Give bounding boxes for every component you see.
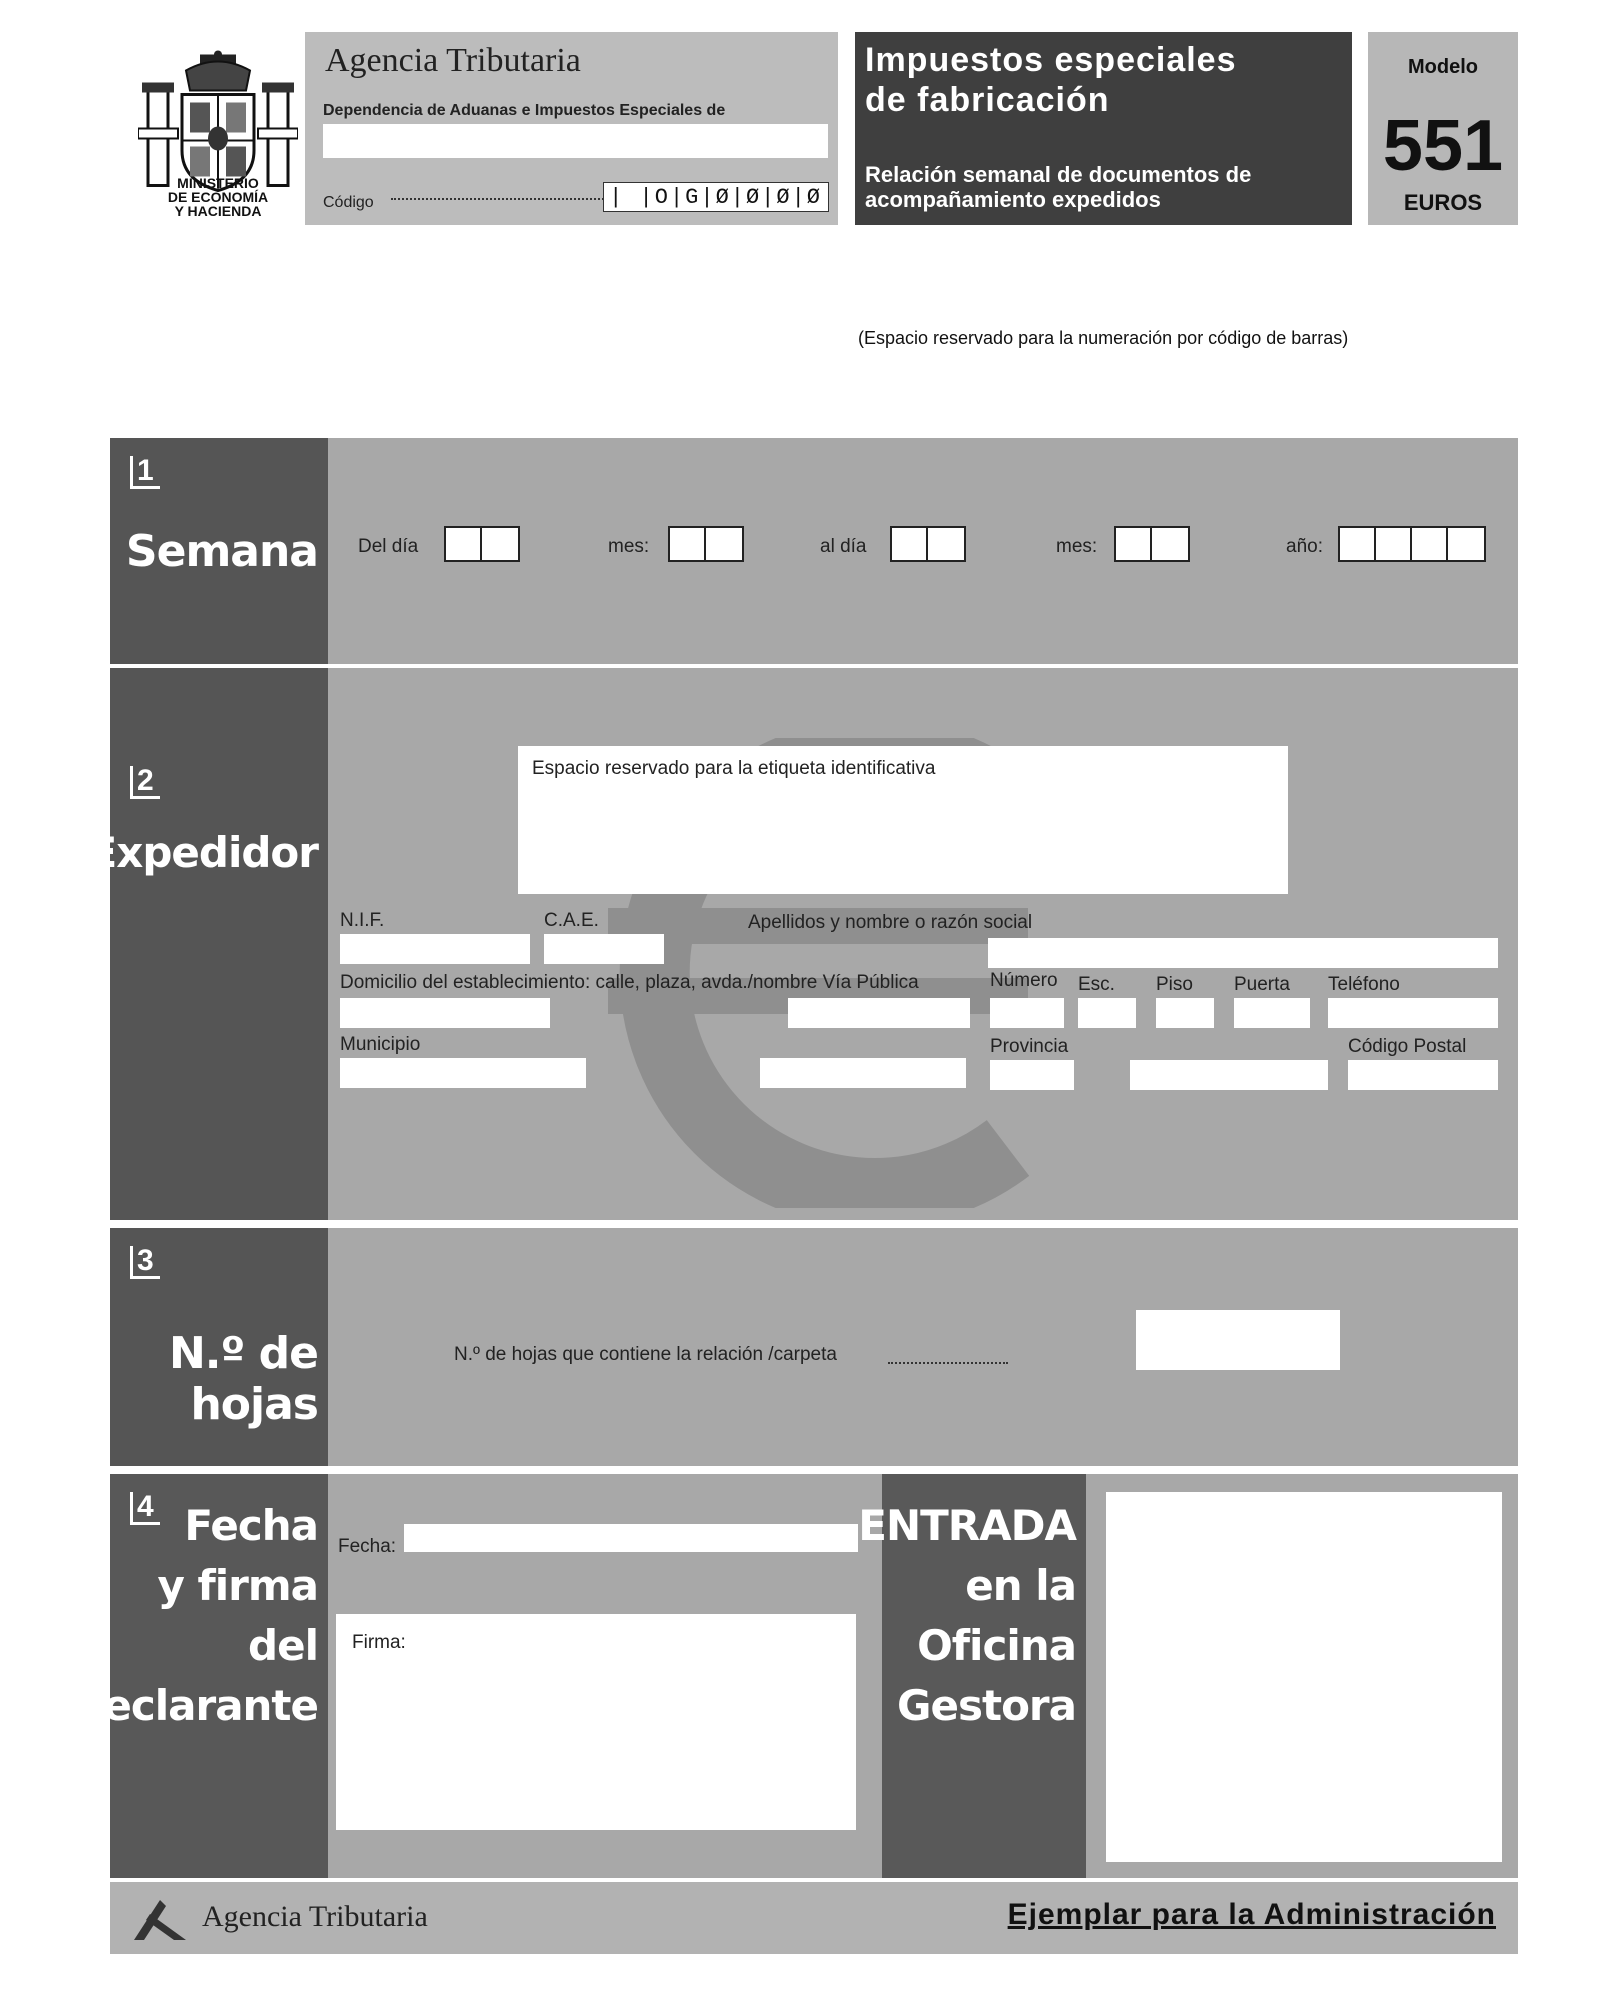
municipality-label: Municipio: [340, 1034, 421, 1055]
address-label: Domicilio del establecimiento: calle, plaza, avda./nombre Vía Pública: [340, 972, 919, 993]
tax-title-line-1: Impuestos especiales: [865, 41, 1237, 79]
tax-subtitle-line-2: acompañamiento expedidos: [865, 187, 1161, 212]
entry-title: [858, 1496, 1076, 1736]
section-title-line-2: y firma del: [157, 1561, 318, 1670]
section-title: N.º de hojas: [168, 1328, 318, 1430]
section-sheets-content: [328, 1228, 1518, 1466]
stair-label: Esc.: [1078, 974, 1115, 995]
phone-label: Teléfono: [1328, 974, 1400, 995]
agency-title: Agencia Tributaria: [325, 42, 581, 79]
entry-title-line-1: ENTRADA: [858, 1501, 1076, 1550]
section-shipper-content: [328, 668, 1518, 1220]
footer-agency-name: Agencia Tributaria: [202, 1900, 428, 1933]
year-label: año:: [1286, 536, 1323, 557]
from-day-label: Del día: [358, 536, 419, 557]
section-date-sidebar: [74, 1474, 328, 1878]
date-label: Fecha:: [338, 1536, 397, 1557]
cae-field[interactable]: [544, 934, 664, 964]
model-label: Modelo: [1408, 56, 1478, 78]
month-2-field[interactable]: [1114, 526, 1190, 562]
identification-label-text: Espacio reservado para la etiqueta identificativa: [532, 758, 936, 779]
section-sheets: [110, 1228, 1518, 1466]
floor-field[interactable]: [1156, 998, 1214, 1028]
from-day-field[interactable]: [444, 526, 520, 562]
tax-subtitle-line-1: Relación semanal de documentos de: [865, 162, 1252, 187]
entry-title-line-2: en la Oficina: [917, 1561, 1076, 1670]
section-week: [110, 438, 1518, 664]
to-day-label: al día: [820, 536, 867, 557]
entry-stamp-content: [1086, 1474, 1518, 1878]
name-label: Apellidos y nombre o razón social: [748, 912, 1033, 933]
tax-title-box: [855, 32, 1352, 225]
tax-subtitle: [865, 162, 1251, 212]
door-field[interactable]: [1234, 998, 1310, 1028]
nif-field[interactable]: [340, 934, 530, 964]
month-2-label: mes:: [1056, 536, 1098, 557]
section-week-content: [328, 438, 1518, 664]
section-title-line-3: declarante: [74, 1681, 318, 1730]
number-label: Número: [990, 970, 1058, 991]
barcode-note: (Espacio reservado para la numeración por código de barras): [858, 328, 1349, 348]
agency-dependency-label: Dependencia de Aduanas e Impuestos Especiales de: [323, 102, 726, 119]
entry-sidebar: [858, 1474, 1086, 1878]
footer: [110, 1882, 1518, 1954]
phone-field[interactable]: [1328, 998, 1498, 1028]
copy-label: Ejemplar para la Administración: [1007, 1898, 1496, 1931]
section-shipper: [88, 668, 1518, 1220]
address-field-b[interactable]: [788, 998, 970, 1028]
tax-title-line-2: de fabricación: [865, 81, 1110, 119]
province-field-b[interactable]: [1130, 1060, 1328, 1090]
sheets-leader-dots: [888, 1362, 1008, 1364]
floor-label: Piso: [1156, 974, 1193, 995]
province-field-a[interactable]: [990, 1060, 1074, 1090]
section-shipper-sidebar: [88, 668, 328, 1220]
section-number: 2: [130, 766, 160, 799]
entry-title-line-3: Gestora: [897, 1681, 1076, 1730]
nif-label: N.I.F.: [340, 910, 385, 931]
section-title: [74, 1496, 318, 1736]
date-signature-content: [328, 1474, 882, 1878]
address-field-a[interactable]: [340, 998, 550, 1028]
section-title: Expedidor: [88, 828, 318, 877]
section-title-line-1: Fecha: [184, 1501, 318, 1550]
ministry-name: [118, 176, 318, 218]
code-label: Código: [323, 194, 374, 211]
section-number: 3: [130, 1246, 160, 1279]
entry-stamp-field[interactable]: [1106, 1492, 1502, 1862]
signature-field[interactable]: [336, 1614, 856, 1830]
section-number: 1: [130, 456, 160, 489]
section-title: Semana: [125, 526, 318, 577]
date-field[interactable]: [404, 1524, 858, 1552]
section-sheets-sidebar: [110, 1228, 328, 1466]
door-label: Puerta: [1234, 974, 1290, 995]
month-1-label: mes:: [608, 536, 650, 557]
section-date-signature: [74, 1474, 1518, 1878]
code-field[interactable]: | |O|G|Ø|Ø|Ø|Ø: [603, 182, 829, 212]
name-field[interactable]: [988, 938, 1498, 968]
year-field[interactable]: [1338, 526, 1486, 562]
cae-label: C.A.E.: [544, 910, 599, 931]
agency-logo-icon: [130, 1894, 190, 1944]
postal-label: Código Postal: [1348, 1036, 1467, 1057]
dependency-field[interactable]: [323, 124, 828, 158]
stair-field[interactable]: [1078, 998, 1136, 1028]
tax-title: [865, 40, 1237, 120]
ministry-line-1: MINISTERIO: [177, 175, 259, 191]
number-field[interactable]: [990, 998, 1064, 1028]
to-day-field[interactable]: [890, 526, 966, 562]
municipality-field-b[interactable]: [760, 1058, 966, 1088]
month-1-field[interactable]: [668, 526, 744, 562]
section-week-sidebar: [110, 438, 328, 664]
municipality-field-a[interactable]: [340, 1058, 586, 1088]
province-label: Provincia: [990, 1036, 1069, 1057]
code-leader-dots: [391, 198, 623, 200]
model-currency: EUROS: [1403, 190, 1483, 215]
section-number: 4: [130, 1492, 160, 1525]
signature-label: Firma:: [352, 1632, 406, 1653]
model-number: 551: [1382, 106, 1504, 186]
model-box: [1368, 32, 1518, 225]
sheets-field[interactable]: [1136, 1310, 1340, 1370]
postal-field[interactable]: [1348, 1060, 1498, 1090]
ministry-line-2: DE ECONOMÍA: [167, 189, 269, 205]
ministry-line-3: Y HACIENDA: [174, 203, 262, 219]
agency-header-box: [305, 32, 838, 225]
sheets-label: N.º de hojas que contiene la relación /carpeta: [454, 1344, 837, 1365]
